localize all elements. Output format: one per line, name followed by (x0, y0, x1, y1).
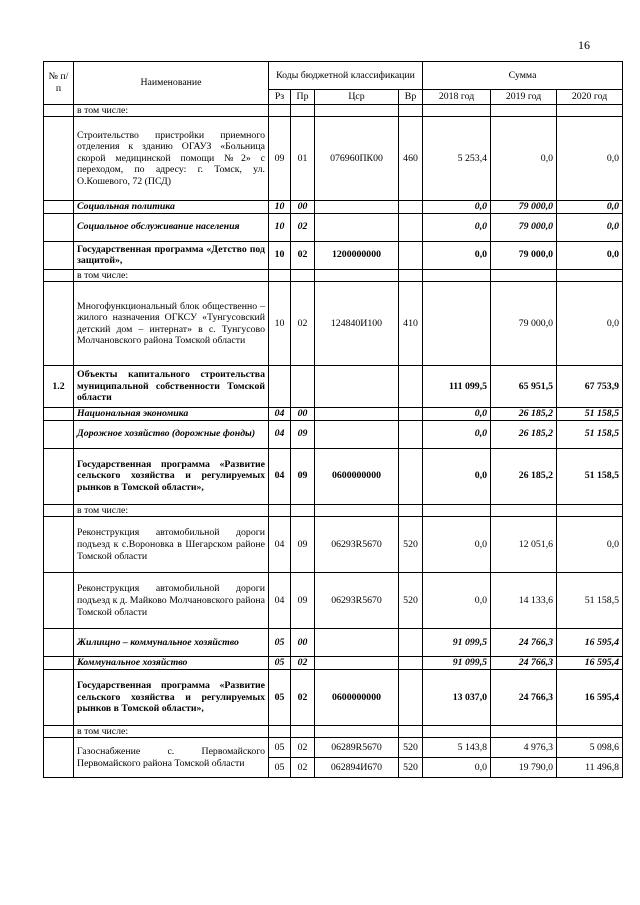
cell-num (44, 282, 74, 366)
header-name: Наименование (74, 62, 269, 105)
cell-csr (315, 504, 399, 517)
cell-num: 1.2 (44, 366, 74, 408)
cell-rz: 05 (269, 738, 291, 758)
table-row (44, 738, 623, 758)
cell-num (44, 117, 74, 201)
table-row (44, 213, 623, 241)
cell-2019: 12 051,6 (491, 517, 557, 573)
table-row (44, 669, 623, 725)
cell-2019: 79 000,0 (491, 241, 557, 269)
cell-vr (399, 366, 423, 408)
cell-2019 (491, 504, 557, 517)
page-number: 16 (578, 38, 590, 52)
cell-vr (399, 408, 423, 421)
cell-rz: 10 (269, 241, 291, 269)
cell-num (44, 573, 74, 629)
cell-name: Государственная программа «Развитие сельского хозяйства и регулируемых рынков в Томской области», (74, 448, 269, 504)
cell-num (44, 725, 74, 738)
cell-pr: 09 (291, 517, 315, 573)
cell-2019: 26 185,2 (491, 420, 557, 448)
cell-vr (399, 504, 423, 517)
cell-2018: 5 253,4 (423, 117, 491, 201)
cell-csr (315, 725, 399, 738)
cell-csr: 1200000000 (315, 241, 399, 269)
cell-2018: 0,0 (423, 201, 491, 214)
cell-csr (315, 213, 399, 241)
cell-name: Дорожное хозяйство (дорожные фонды) (74, 420, 269, 448)
table-row (44, 104, 623, 117)
cell-2018: 5 143,8 (423, 738, 491, 758)
cell-2018: 0,0 (423, 420, 491, 448)
cell-2020: 11 496,8 (557, 758, 623, 778)
cell-vr (399, 104, 423, 117)
cell-name: в том числе: (74, 269, 269, 282)
cell-num (44, 213, 74, 241)
cell-rz: 10 (269, 282, 291, 366)
cell-2019: 24 766,3 (491, 629, 557, 657)
header-codes: Коды бюджетной классификации (269, 62, 423, 90)
cell-pr: 02 (291, 738, 315, 758)
cell-2020: 16 595,4 (557, 629, 623, 657)
cell-2020: 51 158,5 (557, 573, 623, 629)
cell-2019: 26 185,2 (491, 408, 557, 421)
cell-pr (291, 725, 315, 738)
cell-2020: 67 753,9 (557, 366, 623, 408)
cell-num (44, 738, 74, 778)
cell-csr (315, 629, 399, 657)
cell-num (44, 269, 74, 282)
table-row (44, 657, 623, 670)
cell-num (44, 629, 74, 657)
cell-pr (291, 504, 315, 517)
cell-2019 (491, 725, 557, 738)
cell-pr: 02 (291, 213, 315, 241)
cell-2020: 0,0 (557, 201, 623, 214)
cell-csr (315, 104, 399, 117)
cell-rz: 04 (269, 448, 291, 504)
cell-csr (315, 201, 399, 214)
cell-vr (399, 269, 423, 282)
cell-vr: 520 (399, 738, 423, 758)
cell-2020: 51 158,5 (557, 408, 623, 421)
header-num: № п/п (44, 62, 74, 105)
cell-2018: 13 037,0 (423, 669, 491, 725)
cell-2018: 111 099,5 (423, 366, 491, 408)
cell-pr (291, 104, 315, 117)
cell-2018 (423, 104, 491, 117)
cell-2018: 91 099,5 (423, 629, 491, 657)
cell-csr: 0600000000 (315, 448, 399, 504)
cell-name: в том числе: (74, 725, 269, 738)
cell-rz: 04 (269, 420, 291, 448)
cell-rz (269, 269, 291, 282)
cell-vr (399, 201, 423, 214)
table-row (44, 448, 623, 504)
table-row (44, 201, 623, 214)
cell-name: Газоснабжение с. Первомайского Первомайского района Томской области (74, 738, 269, 778)
cell-rz: 05 (269, 669, 291, 725)
cell-2019: 26 185,2 (491, 448, 557, 504)
cell-pr: 02 (291, 241, 315, 269)
cell-csr (315, 420, 399, 448)
cell-pr: 02 (291, 669, 315, 725)
table-row (44, 629, 623, 657)
cell-vr (399, 241, 423, 269)
cell-vr: 520 (399, 758, 423, 778)
cell-2020: 0,0 (557, 241, 623, 269)
cell-num (44, 241, 74, 269)
cell-rz: 04 (269, 408, 291, 421)
cell-2018: 0,0 (423, 408, 491, 421)
cell-name: Социальная политика (74, 201, 269, 214)
cell-vr (399, 657, 423, 670)
cell-2020: 0,0 (557, 117, 623, 201)
cell-rz: 10 (269, 201, 291, 214)
cell-2020: 16 595,4 (557, 657, 623, 670)
cell-csr (315, 366, 399, 408)
cell-csr (315, 269, 399, 282)
budget-table (43, 61, 623, 778)
header-2019: 2019 год (491, 90, 557, 105)
cell-name: Национальная экономика (74, 408, 269, 421)
cell-num (44, 504, 74, 517)
cell-pr: 09 (291, 420, 315, 448)
cell-num (44, 201, 74, 214)
cell-pr: 00 (291, 408, 315, 421)
cell-name: Государственная программа «Детство под защитой», (74, 241, 269, 269)
cell-rz (269, 725, 291, 738)
cell-vr (399, 725, 423, 738)
cell-vr (399, 448, 423, 504)
cell-rz: 10 (269, 213, 291, 241)
table-row (44, 725, 623, 738)
cell-vr (399, 420, 423, 448)
cell-2018: 0,0 (423, 448, 491, 504)
cell-csr (315, 408, 399, 421)
cell-2020 (557, 269, 623, 282)
cell-num (44, 517, 74, 573)
header-csr: Цср (315, 90, 399, 105)
cell-name: в том числе: (74, 504, 269, 517)
table-row (44, 408, 623, 421)
table-row (44, 517, 623, 573)
header-rz: Рз (269, 90, 291, 105)
table-row (44, 420, 623, 448)
cell-name: в том числе: (74, 104, 269, 117)
cell-num (44, 104, 74, 117)
cell-pr: 02 (291, 758, 315, 778)
table-row (44, 269, 623, 282)
cell-2020 (557, 725, 623, 738)
table-row (44, 117, 623, 201)
cell-num (44, 657, 74, 670)
cell-pr (291, 269, 315, 282)
cell-csr: 076960ПК00 (315, 117, 399, 201)
cell-2020: 16 595,4 (557, 669, 623, 725)
cell-name: Государственная программа «Развитие сельского хозяйства и регулируемых рынков в Томской области», (74, 669, 269, 725)
cell-2018: 0,0 (423, 758, 491, 778)
cell-pr: 09 (291, 448, 315, 504)
cell-csr: 124840И100 (315, 282, 399, 366)
cell-pr: 00 (291, 201, 315, 214)
cell-2019: 79 000,0 (491, 282, 557, 366)
cell-num (44, 408, 74, 421)
cell-2020: 51 158,5 (557, 420, 623, 448)
cell-vr (399, 213, 423, 241)
cell-2018: 0,0 (423, 241, 491, 269)
table-row (44, 241, 623, 269)
cell-csr: 06289R5670 (315, 738, 399, 758)
cell-2019: 24 766,3 (491, 669, 557, 725)
cell-rz: 05 (269, 758, 291, 778)
cell-csr: 06293R5670 (315, 573, 399, 629)
header-2020: 2020 год (557, 90, 623, 105)
cell-2020: 0,0 (557, 213, 623, 241)
cell-2020 (557, 104, 623, 117)
cell-vr: 520 (399, 517, 423, 573)
cell-2019: 4 976,3 (491, 738, 557, 758)
cell-2019: 79 000,0 (491, 213, 557, 241)
cell-2018 (423, 725, 491, 738)
cell-rz: 05 (269, 629, 291, 657)
table-row (44, 366, 623, 408)
cell-2018 (423, 282, 491, 366)
cell-csr: 062894И670 (315, 758, 399, 778)
cell-2019: 65 951,5 (491, 366, 557, 408)
cell-name: Социальное обслуживание населения (74, 213, 269, 241)
cell-2018 (423, 504, 491, 517)
header-pr: Пр (291, 90, 315, 105)
cell-csr (315, 657, 399, 670)
cell-pr: 02 (291, 282, 315, 366)
cell-2019: 0,0 (491, 117, 557, 201)
cell-2018 (423, 269, 491, 282)
cell-rz (269, 366, 291, 408)
table-header (44, 62, 623, 105)
cell-name: Реконструкция автомобильной дороги подъезд к д. Майково Молчановского района Томской области (74, 573, 269, 629)
header-sum: Сумма (423, 62, 623, 90)
cell-2020: 0,0 (557, 282, 623, 366)
cell-name: Строительство пристройки приемного отделения к зданию ОГАУЗ «Больница скорой медицинской помощи №2» с переходом, по адресу: г. Томск, ул. О.Кошевого, 72 (ПСД) (74, 117, 269, 201)
cell-2019: 19 790,0 (491, 758, 557, 778)
cell-2019: 24 766,3 (491, 657, 557, 670)
cell-2020: 51 158,5 (557, 448, 623, 504)
cell-vr (399, 669, 423, 725)
cell-2018: 0,0 (423, 573, 491, 629)
cell-2019 (491, 104, 557, 117)
cell-rz: 04 (269, 517, 291, 573)
cell-vr (399, 629, 423, 657)
cell-vr: 460 (399, 117, 423, 201)
cell-2018: 0,0 (423, 213, 491, 241)
cell-2020 (557, 504, 623, 517)
table-row (44, 504, 623, 517)
header-vr: Вр (399, 90, 423, 105)
table-row (44, 573, 623, 629)
cell-rz (269, 104, 291, 117)
cell-pr: 02 (291, 657, 315, 670)
header-2018: 2018 год (423, 90, 491, 105)
cell-name: Объекты капитального строительства муниципальной собственности Томской области (74, 366, 269, 408)
cell-rz: 04 (269, 573, 291, 629)
cell-2020: 5 098,6 (557, 738, 623, 758)
cell-num (44, 448, 74, 504)
cell-name: Реконструкция автомобильной дороги подъезд к с.Вороновка в Шегарском районе Томской области (74, 517, 269, 573)
table-body (44, 104, 623, 778)
cell-rz (269, 504, 291, 517)
cell-2019: 79 000,0 (491, 201, 557, 214)
cell-rz: 05 (269, 657, 291, 670)
cell-name: Многофункциональный блок общественно – жилого назначения ОГКСУ «Тунгусовский детский дом – интернат» в с. Тунгусово Молчановского района Томской области (74, 282, 269, 366)
cell-pr: 01 (291, 117, 315, 201)
cell-pr: 00 (291, 629, 315, 657)
cell-csr: 06293R5670 (315, 517, 399, 573)
table-row (44, 282, 623, 366)
cell-name: Коммунальное хозяйство (74, 657, 269, 670)
cell-pr: 09 (291, 573, 315, 629)
cell-pr (291, 366, 315, 408)
cell-vr: 520 (399, 573, 423, 629)
cell-vr: 410 (399, 282, 423, 366)
cell-csr: 0600000000 (315, 669, 399, 725)
cell-num (44, 420, 74, 448)
cell-2019 (491, 269, 557, 282)
cell-name: Жилищно – коммунальное хозяйство (74, 629, 269, 657)
cell-rz: 09 (269, 117, 291, 201)
cell-2018: 0,0 (423, 517, 491, 573)
cell-2020: 0,0 (557, 517, 623, 573)
cell-2019: 14 133,6 (491, 573, 557, 629)
cell-2018: 91 099,5 (423, 657, 491, 670)
cell-num (44, 669, 74, 725)
